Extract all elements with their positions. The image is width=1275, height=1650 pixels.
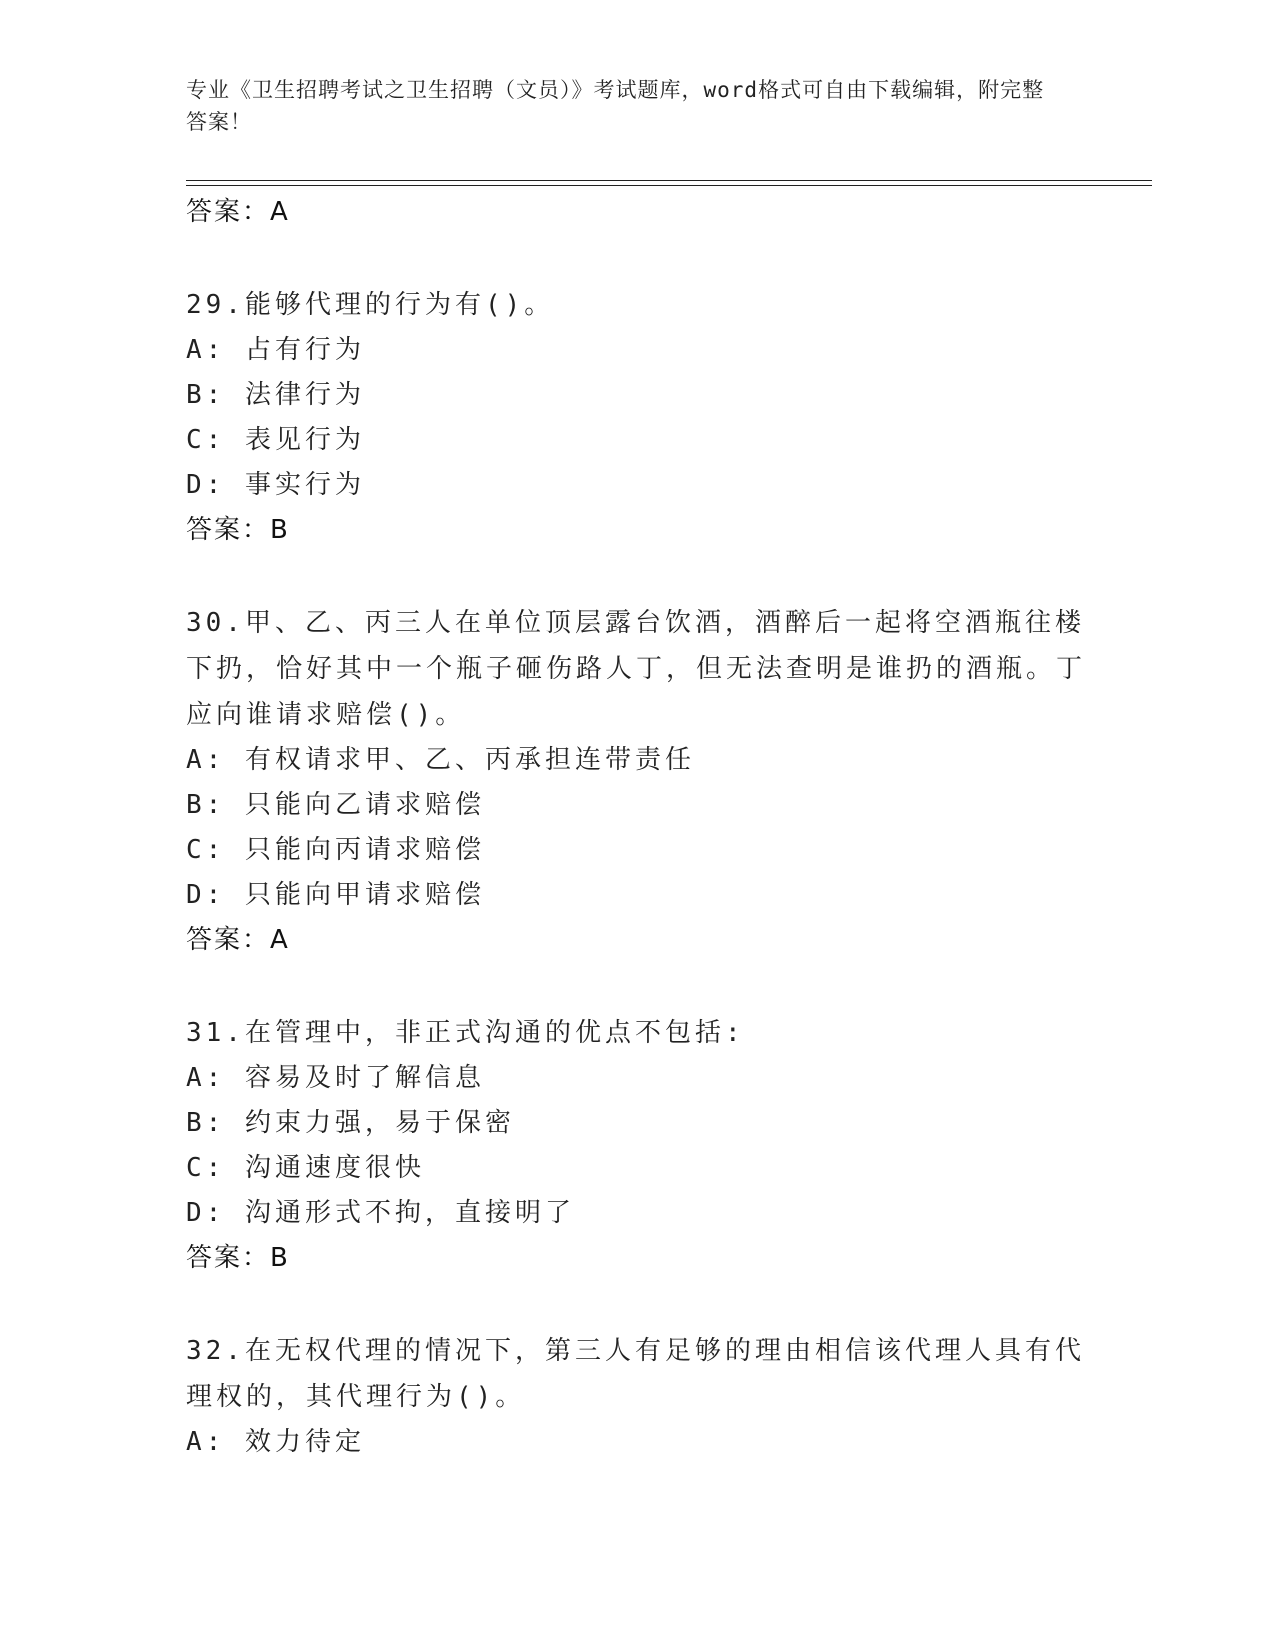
- answer-line: 答案：A: [186, 197, 290, 227]
- option-d: D: 只能向甲请求赔偿: [186, 880, 485, 910]
- option-b: B: 法律行为: [186, 380, 365, 410]
- option-d: D: 事实行为: [186, 470, 365, 500]
- question-stem: 32.在无权代理的情况下，第三人有足够的理由相信该代理人具有代理权的，其代理行为()。: [186, 1336, 1085, 1412]
- option-c: C: 表见行为: [186, 425, 365, 455]
- option-d: D: 沟通形式不拘，直接明了: [186, 1198, 575, 1228]
- answer-line: 答案：B: [186, 1243, 290, 1273]
- option-a: A: 效力待定: [186, 1427, 365, 1457]
- question-list: [186, 190, 1086, 1465]
- question-31: [186, 1010, 1086, 1281]
- question-stem: 30.甲、乙、丙三人在单位顶层露台饮酒，酒醉后一起将空酒瓶往楼下扔，恰好其中一个瓶子砸伤路人丁，但无法查明是谁扔的酒瓶。丁应向谁请求赔偿()。: [186, 608, 1087, 730]
- option-a: A: 占有行为: [186, 335, 365, 365]
- answer-line: 答案：A: [186, 925, 290, 955]
- option-c: C: 只能向丙请求赔偿: [186, 835, 485, 865]
- option-c: C: 沟通速度很快: [186, 1153, 425, 1183]
- question-29: [186, 282, 1086, 553]
- question-stem: 31.在管理中，非正式沟通的优点不包括:: [186, 1018, 745, 1048]
- question-30: [186, 600, 1086, 963]
- header-divider-top: [186, 180, 1152, 181]
- option-b: B: 约束力强，易于保密: [186, 1108, 515, 1138]
- document-header: 专业《卫生招聘考试之卫生招聘（文员）》考试题库，word格式可自由下载编辑，附完整答案！: [186, 78, 1045, 134]
- option-a: A: 容易及时了解信息: [186, 1063, 485, 1093]
- question-32: [186, 1328, 1086, 1465]
- answer-line: 答案：B: [186, 515, 290, 545]
- option-b: B: 只能向乙请求赔偿: [186, 790, 485, 820]
- header-divider-bottom: [186, 185, 1152, 186]
- option-a: A: 有权请求甲、乙、丙承担连带责任: [186, 745, 695, 775]
- question-stem: 29.能够代理的行为有()。: [186, 290, 555, 320]
